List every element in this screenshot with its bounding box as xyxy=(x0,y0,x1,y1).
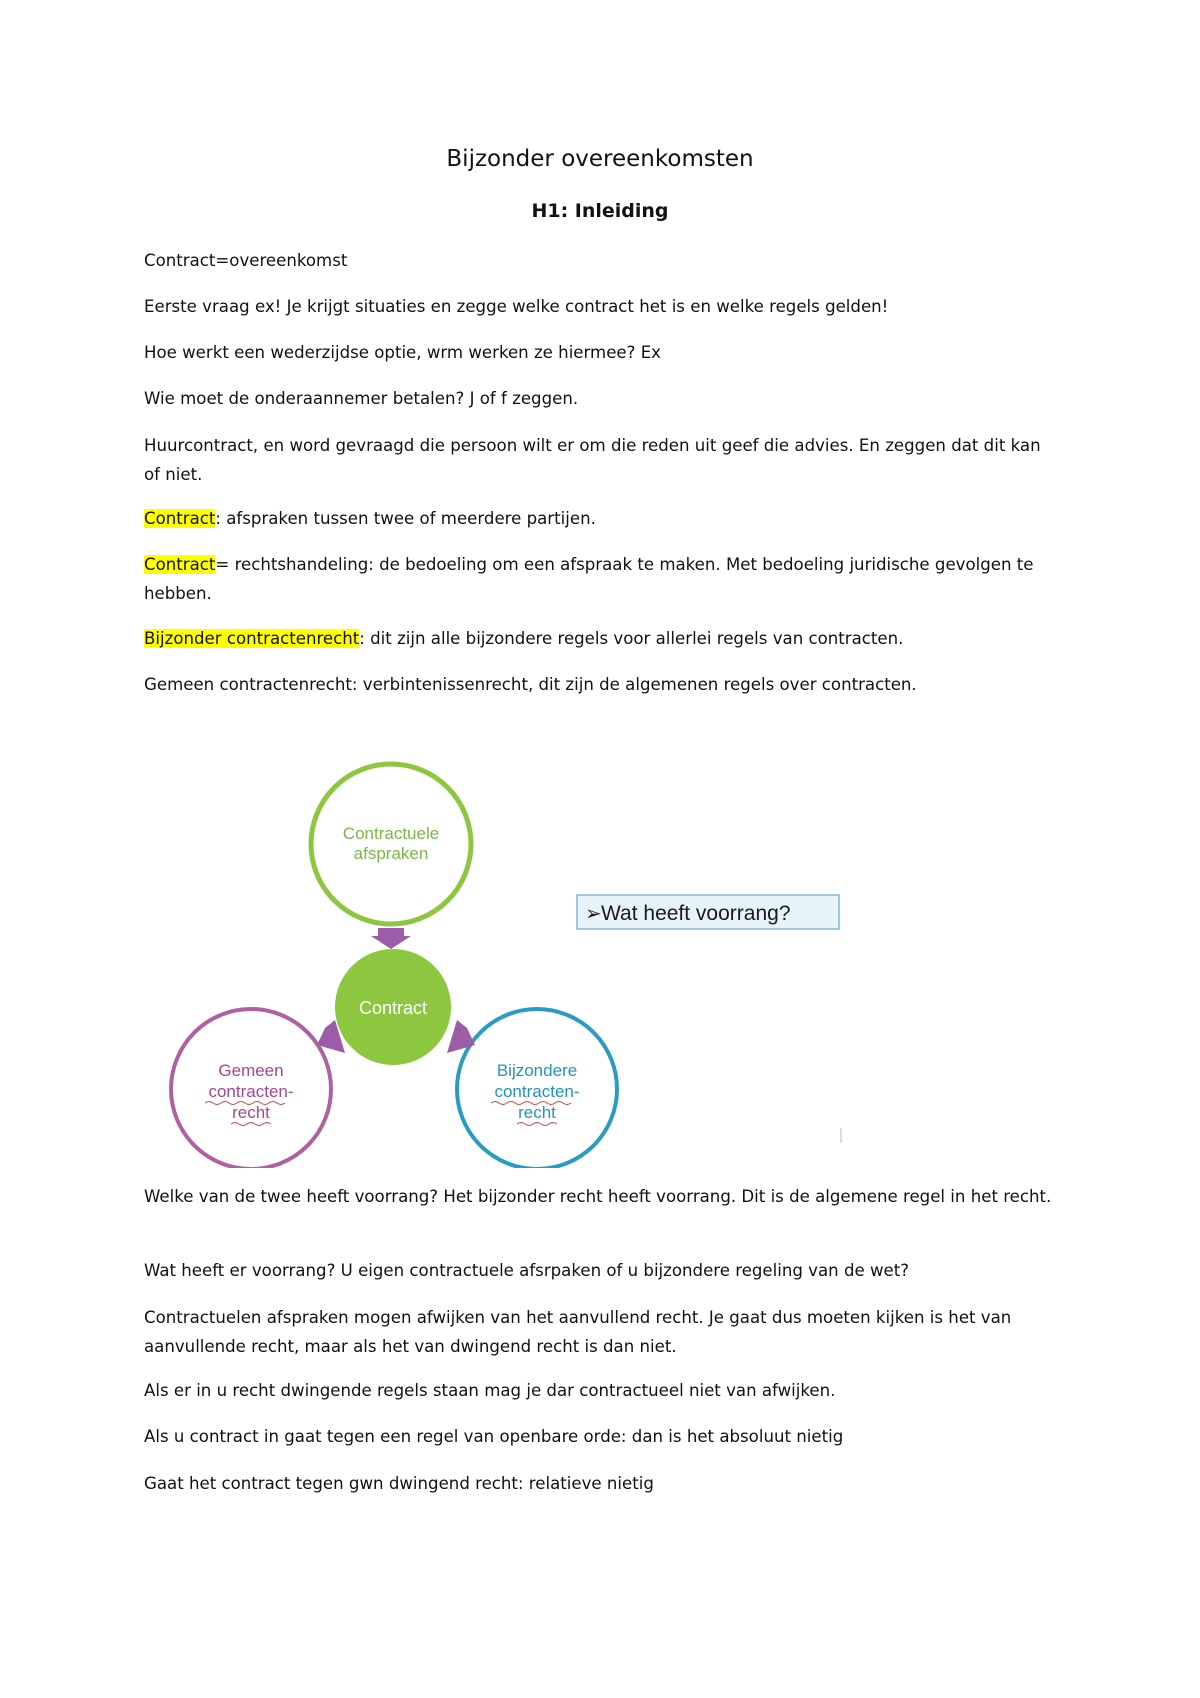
paragraph: Als er in u recht dwingende regels staan mag je dar contractueel niet van afwijken. xyxy=(144,1381,836,1400)
paragraph: Contractuelen afspraken mogen afwijken van het aanvullend recht. Je gaat dus moeten kijken is het van aanvullende recht, maar als het van dwingend recht is dan niet. xyxy=(144,1308,1012,1356)
paragraph: Wat heeft er voorrang? U eigen contractuele afsrpaken of u bijzondere regeling van de wet? xyxy=(144,1261,910,1280)
left-circle-line1: Gemeen xyxy=(218,1061,284,1080)
center-circle xyxy=(335,949,451,1065)
highlighted-term: Contract xyxy=(144,555,216,574)
top-circle-line2: afspraken xyxy=(353,844,429,863)
center-circle-label: Contract xyxy=(358,998,428,1018)
callout-box xyxy=(577,895,839,929)
right-circle-line1: Bijzondere xyxy=(496,1061,578,1080)
paragraph: Wie moet de onderaannemer betalen? J of f zeggen. xyxy=(144,389,579,408)
paragraph: Contract=overeenkomst xyxy=(144,251,348,270)
definition-paragraph: Bijzonder contractenrecht: dit zijn alle bijzondere regels voor allerlei regels van contracten. xyxy=(144,629,904,648)
paragraph: Welke van de twee heeft voorrang? Het bijzonder recht heeft voorrang. Dit is de algemene regel in het recht. xyxy=(144,1187,1052,1206)
top-circle xyxy=(311,764,471,924)
document-title: Bijzonder overeenkomsten xyxy=(446,146,754,172)
definition-paragraph: Contract= rechtshandeling: de bedoeling om een afspraak te maken. Met bedoeling juridische gevolgen te hebben. xyxy=(144,555,1034,603)
right-circle xyxy=(457,1009,617,1168)
paragraph: Huurcontract, en word gevraagd die persoon wilt er om die reden uit geef die advies. En zeggen dat dit kan of niet. xyxy=(144,436,1041,484)
right-circle-line3: recht xyxy=(518,1103,556,1122)
callout-arrow-icon: ➢ xyxy=(585,903,602,925)
paragraph: Eerste vraag ex! Je krijgt situaties en zegge welke contract het is en welke regels gelden! xyxy=(144,297,889,316)
down-arrow-icon xyxy=(371,928,411,949)
paragraph: Hoe werkt een wederzijdse optie, wrm werken ze hiermee? Ex xyxy=(144,343,662,362)
left-circle-line3: recht xyxy=(232,1103,270,1122)
highlighted-term: Bijzonder contractenrecht xyxy=(144,629,360,648)
top-circle-line1: Contractuele xyxy=(342,824,440,843)
contract-diagram xyxy=(155,758,855,1168)
definition-paragraph: Contract: afspraken tussen twee of meerdere partijen. xyxy=(144,509,596,528)
right-circle-line2: contracten- xyxy=(494,1082,580,1101)
callout-text: Wat heeft voorrang? xyxy=(601,902,791,925)
chapter-title: H1: Inleiding xyxy=(531,200,669,222)
paragraph: Als u contract in gaat tegen een regel van openbare orde: dan is het absoluut nietig xyxy=(144,1427,844,1446)
left-circle xyxy=(171,1009,331,1168)
left-circle-line2: contracten- xyxy=(208,1082,294,1101)
paragraph: Gemeen contractenrecht: verbintenissenrecht, dit zijn de algemenen regels over contracten. xyxy=(144,675,917,694)
highlighted-term: Contract xyxy=(144,509,216,528)
paragraph: Gaat het contract tegen gwn dwingend recht: relatieve nietig xyxy=(144,1474,654,1493)
